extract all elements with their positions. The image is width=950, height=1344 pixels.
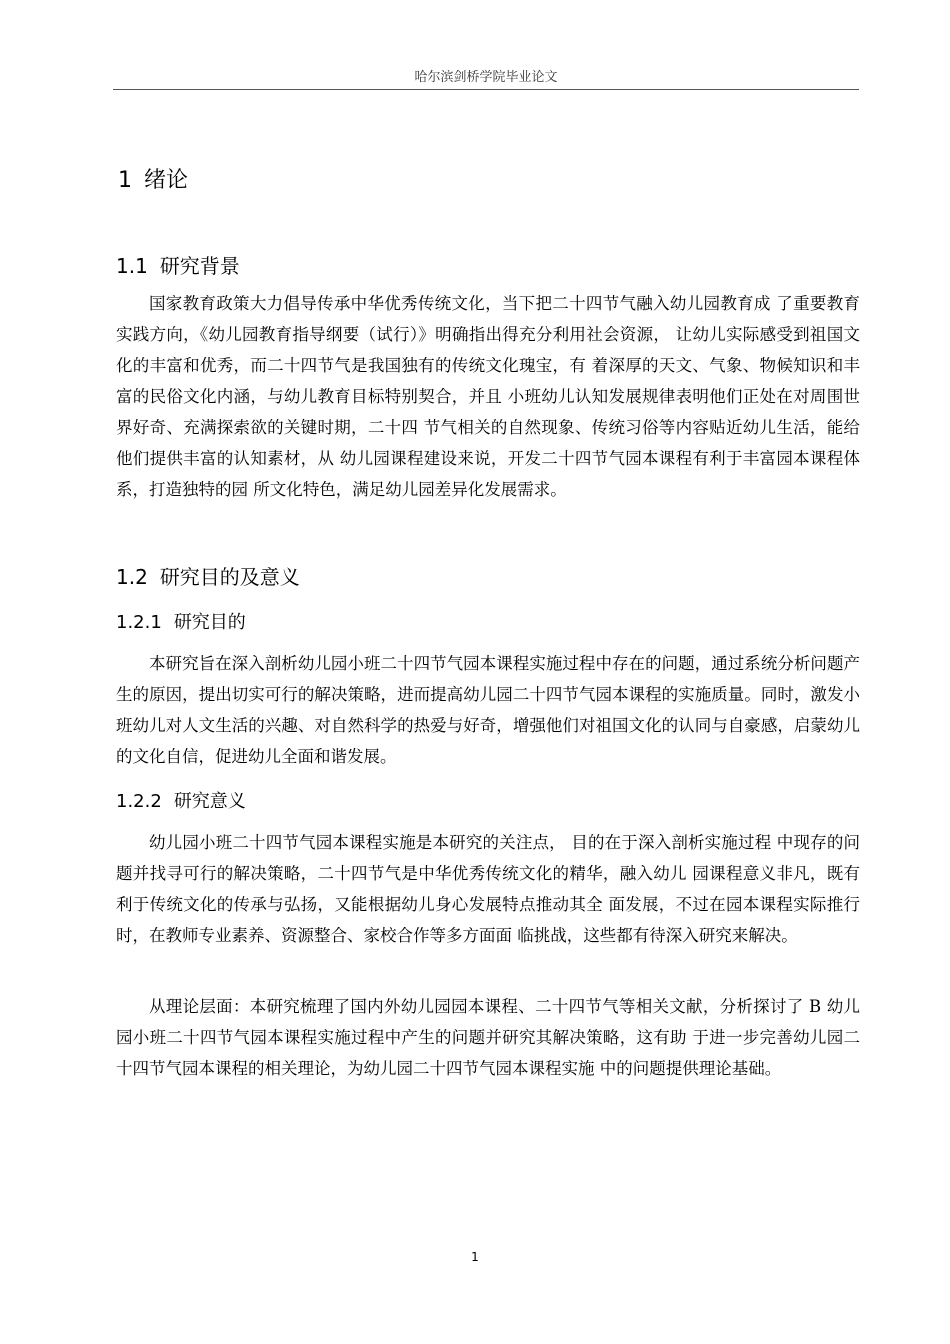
header-divider <box>113 89 859 90</box>
subsection-heading-1-2-1 <box>116 608 246 634</box>
subsection-number: 1.2.2 <box>116 791 162 812</box>
section-number: 1.1 <box>116 254 148 278</box>
chapter-heading <box>118 163 188 194</box>
subsection-heading-1-2-2 <box>116 787 246 813</box>
section-number: 1.2 <box>116 565 148 589</box>
section-title: 研究背景 <box>159 254 240 278</box>
chapter-number: 1 <box>118 168 132 193</box>
paragraph-purpose: 本研究旨在深入剖析幼儿园小班二十四节气园本课程实施过程中存在的问题，通过系统分析问题产生的原因，提出切实可行的解决策略，进而提高幼儿园二十四节气园本课程的实施质量。同时，激发小班幼儿对人文生活的兴趣、对自然科学的热爱与好奇，增强他们对祖国文化的认同与自豪感，启蒙幼儿的文化自信，促进幼儿全面和谐发展。 <box>116 654 860 766</box>
section-title: 研究目的及意义 <box>159 565 300 589</box>
chapter-title: 绪论 <box>144 168 189 193</box>
section-heading-1-1 <box>116 250 240 279</box>
page-number: 1 <box>471 1250 479 1264</box>
subsection-title: 研究意义 <box>173 791 246 812</box>
subsection-number: 1.2.1 <box>116 612 162 633</box>
subsection-title: 研究目的 <box>173 612 246 633</box>
section-heading-1-2 <box>116 561 300 590</box>
paragraph-significance: 幼儿园小班二十四节气园本课程实施是本研究的关注点， 目的在于深入剖析实施过程 中现存的问题并找寻可行的解决策略，二十四节气是中华优秀传统文化的精华，融入幼儿 园课程意义非凡，既有利于传统文化的传承与弘扬，又能根据幼儿身心发展特点推动其全 面发展，不过在园本课程实际推行时，在教师专业素养、资源整合、家校合作等多方面面 临挑战，这些都有待深入研究来解决。 <box>116 833 860 945</box>
running-header: 哈尔滨剑桥学院毕业论文 <box>414 70 558 85</box>
paragraph-background: 国家教育政策大力倡导传承中华优秀传统文化，当下把二十四节气融入幼儿园教育成 了重要教育实践方向，《幼儿园教育指导纲要（试行）》明确指出得充分利用社会资源， 让幼儿实际感受到祖国文化的丰富和优秀，而二十四节气是我国独有的传统文化瑰宝，有 着深厚的天文、气象、物候知识和丰富的民俗文化内涵，与幼儿教育目标特别契合，并且 小班幼儿认知发展规律表明他们正处在对周围世界好奇、充满探索欲的关键时期，二十四 节气相关的自然现象、传统习俗等内容贴近幼儿生活，能给他们提供丰富的认知素材，从 幼儿园课程建设来说，开发二十四节气园本课程有利于丰富园本课程体系，打造独特的园 所文化特色，满足幼儿园差异化发展需求。 <box>116 294 860 499</box>
paragraph-theory: 从理论层面：本研究梳理了国内外幼儿园园本课程、二十四节气等相关文献，分析探讨了 B 幼儿园小班二十四节气园本课程实施过程中产生的问题并研究其解决策略，这有助 于进一步完善幼儿园二十四节气园本课程的相关理论，为幼儿园二十四节气园本课程实施 中的问题提供理论基础。 <box>116 997 860 1078</box>
